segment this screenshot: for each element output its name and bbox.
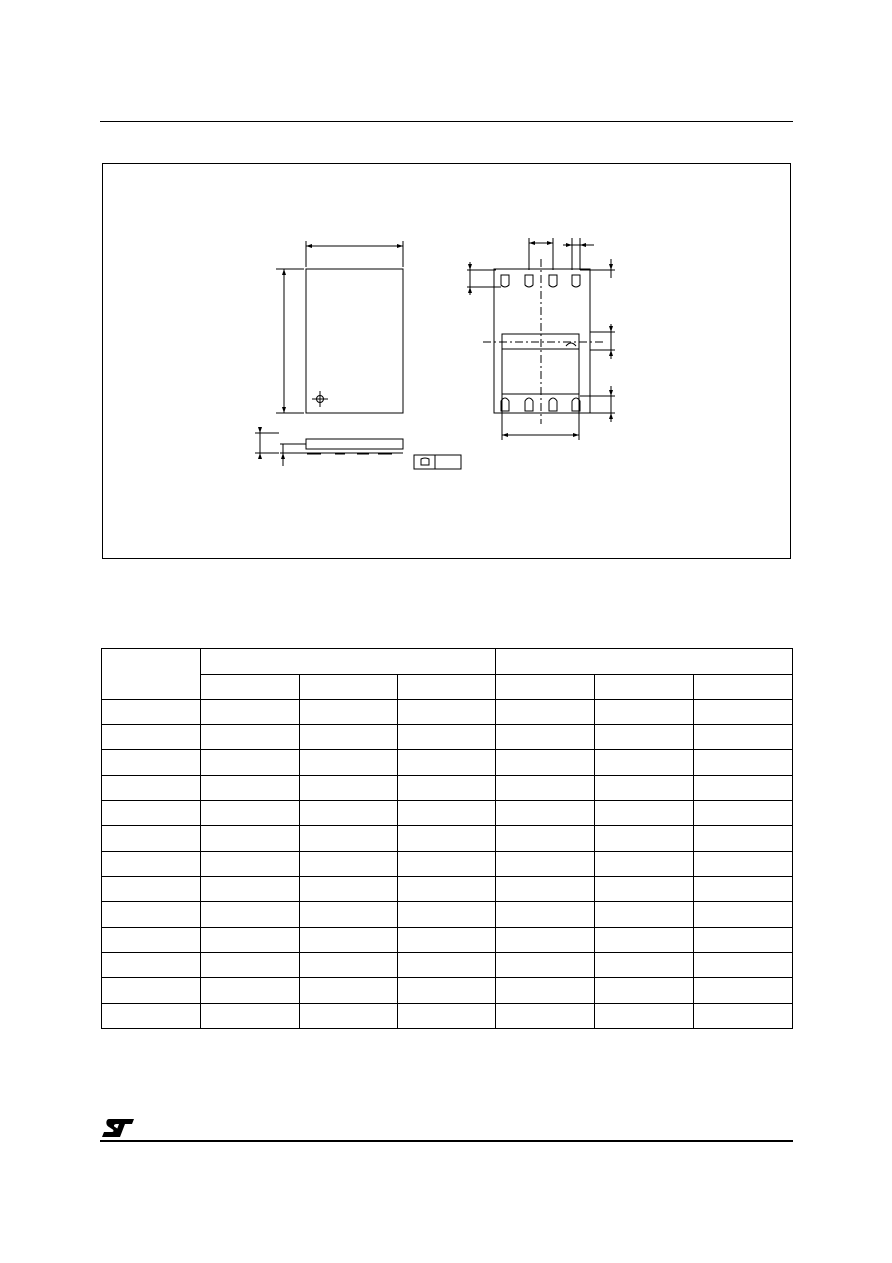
table-row bbox=[102, 826, 793, 851]
table-cell bbox=[299, 978, 397, 1003]
table-cell bbox=[595, 927, 693, 952]
top-view-body bbox=[306, 269, 403, 413]
package-drawing-svg bbox=[103, 164, 792, 560]
table-row bbox=[102, 952, 793, 977]
table-cell bbox=[299, 1003, 397, 1028]
table-row bbox=[102, 902, 793, 927]
table-cell bbox=[299, 851, 397, 876]
table-cell bbox=[102, 800, 201, 825]
table-cell bbox=[201, 750, 299, 775]
table-cell bbox=[299, 724, 397, 749]
table-cell bbox=[299, 902, 397, 927]
table-cell bbox=[201, 876, 299, 901]
table-cell bbox=[102, 952, 201, 977]
footer-rule bbox=[100, 1140, 793, 1142]
table-cell bbox=[102, 775, 201, 800]
table-cell bbox=[595, 699, 693, 724]
table-cell bbox=[102, 826, 201, 851]
dim-header-cell bbox=[102, 649, 201, 700]
table-cell bbox=[102, 927, 201, 952]
table-cell bbox=[299, 775, 397, 800]
st-logo-icon bbox=[100, 1117, 136, 1139]
sub-header-cell bbox=[397, 675, 495, 699]
bottom-view-body bbox=[494, 269, 590, 413]
table-cell bbox=[693, 978, 792, 1003]
table-cell bbox=[397, 775, 495, 800]
table-cell bbox=[595, 952, 693, 977]
table-cell bbox=[693, 800, 792, 825]
group-header-cell bbox=[496, 649, 793, 675]
table-cell bbox=[299, 952, 397, 977]
table-cell bbox=[201, 826, 299, 851]
table-cell bbox=[693, 699, 792, 724]
table-cell bbox=[102, 876, 201, 901]
table-cell bbox=[397, 1003, 495, 1028]
sub-header-cell bbox=[201, 675, 299, 699]
table-body bbox=[102, 699, 793, 1028]
table-cell bbox=[299, 826, 397, 851]
table-cell bbox=[397, 800, 495, 825]
table-cell bbox=[201, 927, 299, 952]
sub-header-cell bbox=[496, 675, 595, 699]
table-cell bbox=[693, 952, 792, 977]
table-cell bbox=[397, 699, 495, 724]
table-cell bbox=[201, 699, 299, 724]
table-cell bbox=[496, 902, 595, 927]
table-cell bbox=[397, 750, 495, 775]
package-outline-drawing bbox=[102, 163, 791, 559]
table-cell bbox=[693, 902, 792, 927]
table-cell bbox=[693, 750, 792, 775]
table-cell bbox=[595, 724, 693, 749]
table-cell bbox=[595, 902, 693, 927]
table-cell bbox=[102, 724, 201, 749]
table-cell bbox=[496, 851, 595, 876]
table-cell bbox=[496, 978, 595, 1003]
table-cell bbox=[299, 750, 397, 775]
table-row bbox=[102, 750, 793, 775]
table-cell bbox=[299, 699, 397, 724]
table-cell bbox=[693, 775, 792, 800]
table-cell bbox=[496, 699, 595, 724]
table-cell bbox=[201, 902, 299, 927]
table-cell bbox=[201, 978, 299, 1003]
table-cell bbox=[201, 1003, 299, 1028]
table-cell bbox=[496, 775, 595, 800]
table-cell bbox=[299, 800, 397, 825]
table-cell bbox=[201, 724, 299, 749]
table-cell bbox=[693, 724, 792, 749]
sub-header-cell bbox=[595, 675, 693, 699]
table-cell bbox=[102, 699, 201, 724]
table-cell bbox=[595, 800, 693, 825]
table-cell bbox=[102, 978, 201, 1003]
table-cell bbox=[595, 775, 693, 800]
table-cell bbox=[496, 1003, 595, 1028]
table-cell bbox=[496, 876, 595, 901]
group-header-cell bbox=[201, 649, 496, 675]
table-row bbox=[102, 800, 793, 825]
table-cell bbox=[693, 826, 792, 851]
table-row bbox=[102, 775, 793, 800]
table-row bbox=[102, 724, 793, 749]
table-cell bbox=[201, 952, 299, 977]
table-cell bbox=[201, 851, 299, 876]
table-row bbox=[102, 851, 793, 876]
table-row bbox=[102, 1003, 793, 1028]
table-cell bbox=[693, 927, 792, 952]
header-rule bbox=[100, 121, 793, 122]
table-cell bbox=[693, 851, 792, 876]
table-cell bbox=[496, 800, 595, 825]
table-cell bbox=[496, 750, 595, 775]
table-cell bbox=[693, 876, 792, 901]
table-cell bbox=[595, 978, 693, 1003]
table-row bbox=[102, 876, 793, 901]
table-cell bbox=[595, 876, 693, 901]
table-cell bbox=[102, 851, 201, 876]
sub-header-cell bbox=[693, 675, 792, 699]
table-cell bbox=[595, 750, 693, 775]
table-row bbox=[102, 699, 793, 724]
table-header-row bbox=[102, 649, 793, 675]
table-cell bbox=[397, 724, 495, 749]
table-row bbox=[102, 978, 793, 1003]
table-cell bbox=[397, 902, 495, 927]
table-row bbox=[102, 927, 793, 952]
table-cell bbox=[595, 851, 693, 876]
table-cell bbox=[102, 1003, 201, 1028]
table-cell bbox=[201, 800, 299, 825]
table-cell bbox=[595, 826, 693, 851]
table-subheader-row bbox=[102, 675, 793, 699]
table-cell bbox=[496, 927, 595, 952]
table-cell bbox=[102, 750, 201, 775]
table-cell bbox=[102, 902, 201, 927]
table-cell bbox=[397, 851, 495, 876]
table-cell bbox=[397, 876, 495, 901]
table-cell bbox=[693, 1003, 792, 1028]
sub-header-cell bbox=[299, 675, 397, 699]
table-cell bbox=[496, 826, 595, 851]
mechanical-data-table bbox=[101, 648, 793, 1029]
table-cell bbox=[397, 952, 495, 977]
table-cell bbox=[397, 978, 495, 1003]
table-cell bbox=[299, 927, 397, 952]
table-cell bbox=[397, 927, 495, 952]
table-cell bbox=[397, 826, 495, 851]
table-cell bbox=[496, 952, 595, 977]
table-cell bbox=[595, 1003, 693, 1028]
table-cell bbox=[201, 775, 299, 800]
table-cell bbox=[299, 876, 397, 901]
table-cell bbox=[496, 724, 595, 749]
